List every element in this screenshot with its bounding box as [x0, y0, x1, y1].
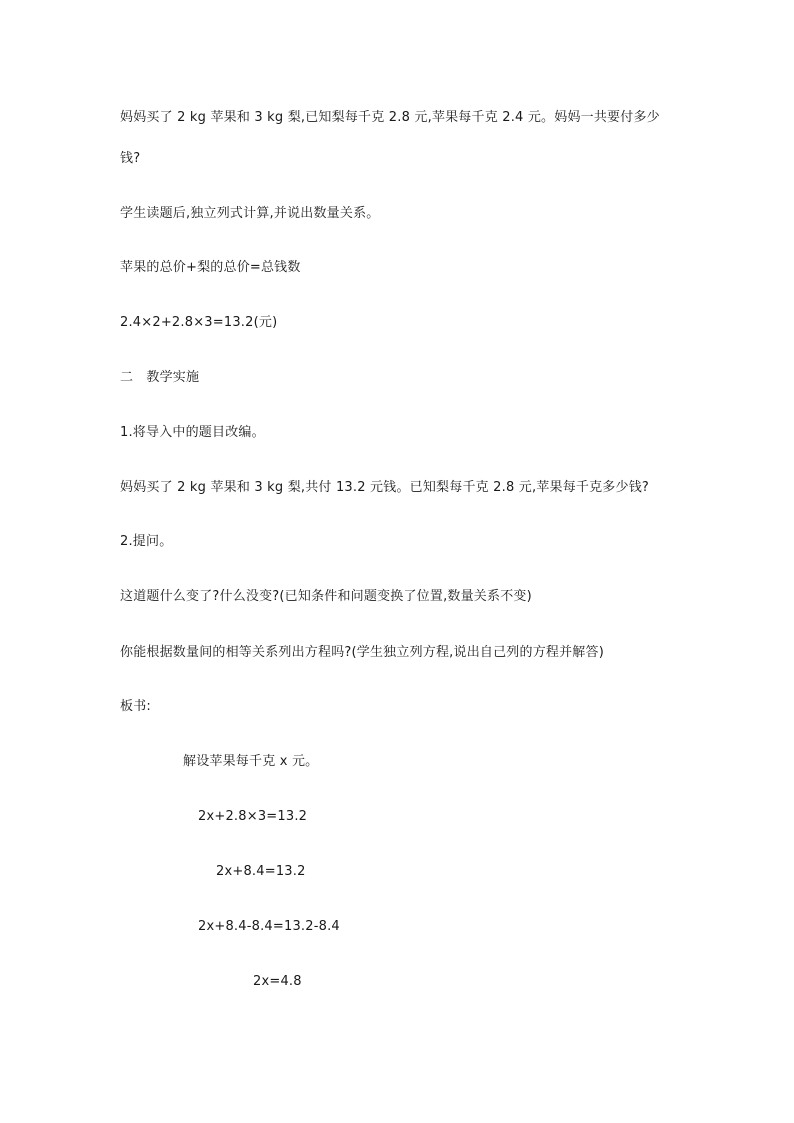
solution-setup: 解设苹果每千克 x 元。	[183, 754, 319, 769]
step-2-heading: 2.提问。	[120, 534, 173, 549]
question-text-1: 这道题什么变了?什么没变?(已知条件和问题变换了位置,数量关系不变)	[120, 589, 532, 604]
revised-problem-text: 妈妈买了 2 kg 苹果和 3 kg 梨,共付 13.2 元钱。已知梨每千克 2.8 元,苹果每千克多少钱?	[120, 480, 650, 495]
calculation-formula: 2.4×2+2.8×3=13.2(元)	[120, 315, 278, 330]
blackboard-label: 板书:	[120, 699, 151, 714]
section-heading: 二 教学实施	[120, 370, 200, 385]
equation-step-2: 2x+8.4=13.2	[216, 864, 306, 879]
step-1-heading: 1.将导入中的题目改编。	[120, 425, 265, 440]
question-text-2: 你能根据数量间的相等关系列出方程吗?(学生独立列方程,说出自己列的方程并解答)	[120, 645, 604, 660]
equation-step-3: 2x+8.4-8.4=13.2-8.4	[198, 919, 340, 934]
student-activity-text: 学生读题后,独立列式计算,并说出数量关系。	[120, 206, 380, 221]
problem-text-line-2: 钱?	[120, 151, 141, 166]
equation-step-1: 2x+2.8×3=13.2	[198, 809, 308, 824]
equation-step-4: 2x=4.8	[253, 974, 302, 989]
quantity-relation-text: 苹果的总价+梨的总价=总钱数	[120, 260, 301, 275]
problem-text-line-1: 妈妈买了 2 kg 苹果和 3 kg 梨,已知梨每千克 2.8 元,苹果每千克 2.4 元。妈妈一共要付多少	[120, 110, 660, 125]
